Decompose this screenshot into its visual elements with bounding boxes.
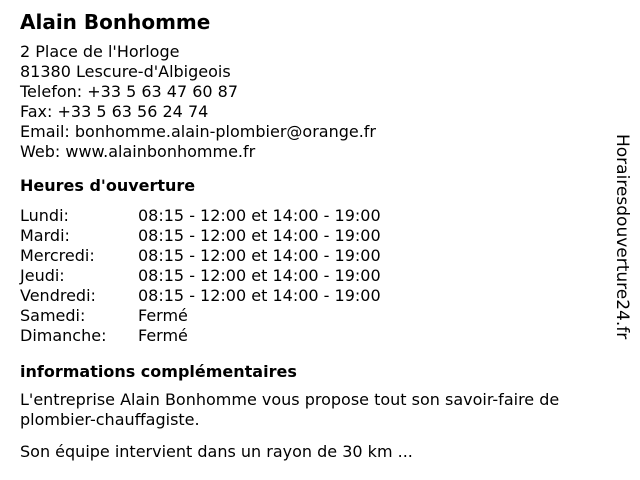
day-hours: 08:15 - 12:00 et 14:00 - 19:00 <box>138 266 381 285</box>
business-details <box>20 10 610 462</box>
day-hours: 08:15 - 12:00 et 14:00 - 19:00 <box>138 286 381 305</box>
hours-row <box>20 226 381 246</box>
day-label: Dimanche: <box>20 326 107 345</box>
site-watermark <box>612 134 632 346</box>
hours-row <box>20 326 381 346</box>
fax-number: Fax: +33 5 63 56 24 74 <box>20 102 209 121</box>
address-city: 81380 Lescure-d'Albigeois <box>20 62 231 81</box>
contact-block <box>20 42 610 162</box>
hours-row <box>20 266 381 286</box>
day-label: Mardi: <box>20 226 70 245</box>
opening-hours-table <box>20 206 381 346</box>
info-paragraph: L'entreprise Alain Bonhomme vous propose tout son savoir-faire de plombier-chauffagiste. <box>20 390 560 429</box>
hours-row <box>20 286 381 306</box>
day-label: Mercredi: <box>20 246 95 265</box>
website: Web: www.alainbonhomme.fr <box>20 142 256 161</box>
day-hours: 08:15 - 12:00 et 14:00 - 19:00 <box>138 206 381 225</box>
business-name: Alain Bonhomme <box>20 10 211 34</box>
additional-info-heading: informations complémentaires <box>20 362 297 381</box>
email-address: Email: bonhomme.alain-plombier@orange.fr <box>20 122 377 141</box>
day-label: Lundi: <box>20 206 69 225</box>
info-paragraph: Son équipe intervient dans un rayon de 30 km ... <box>20 442 413 461</box>
day-hours: 08:15 - 12:00 et 14:00 - 19:00 <box>138 226 381 245</box>
opening-hours-heading: Heures d'ouverture <box>20 176 196 195</box>
day-hours: Fermé <box>138 326 188 345</box>
day-label: Jeudi: <box>20 266 65 285</box>
hours-row <box>20 306 381 326</box>
day-label: Vendredi: <box>20 286 96 305</box>
hours-row <box>20 206 381 226</box>
site-watermark-text: Horairesdouverture24.fr <box>612 134 632 340</box>
day-hours: 08:15 - 12:00 et 14:00 - 19:00 <box>138 246 381 265</box>
hours-row <box>20 246 381 266</box>
phone-number: Telefon: +33 5 63 47 60 87 <box>20 82 239 101</box>
day-label: Samedi: <box>20 306 86 325</box>
address-street: 2 Place de l'Horloge <box>20 42 180 61</box>
day-hours: Fermé <box>138 306 188 325</box>
